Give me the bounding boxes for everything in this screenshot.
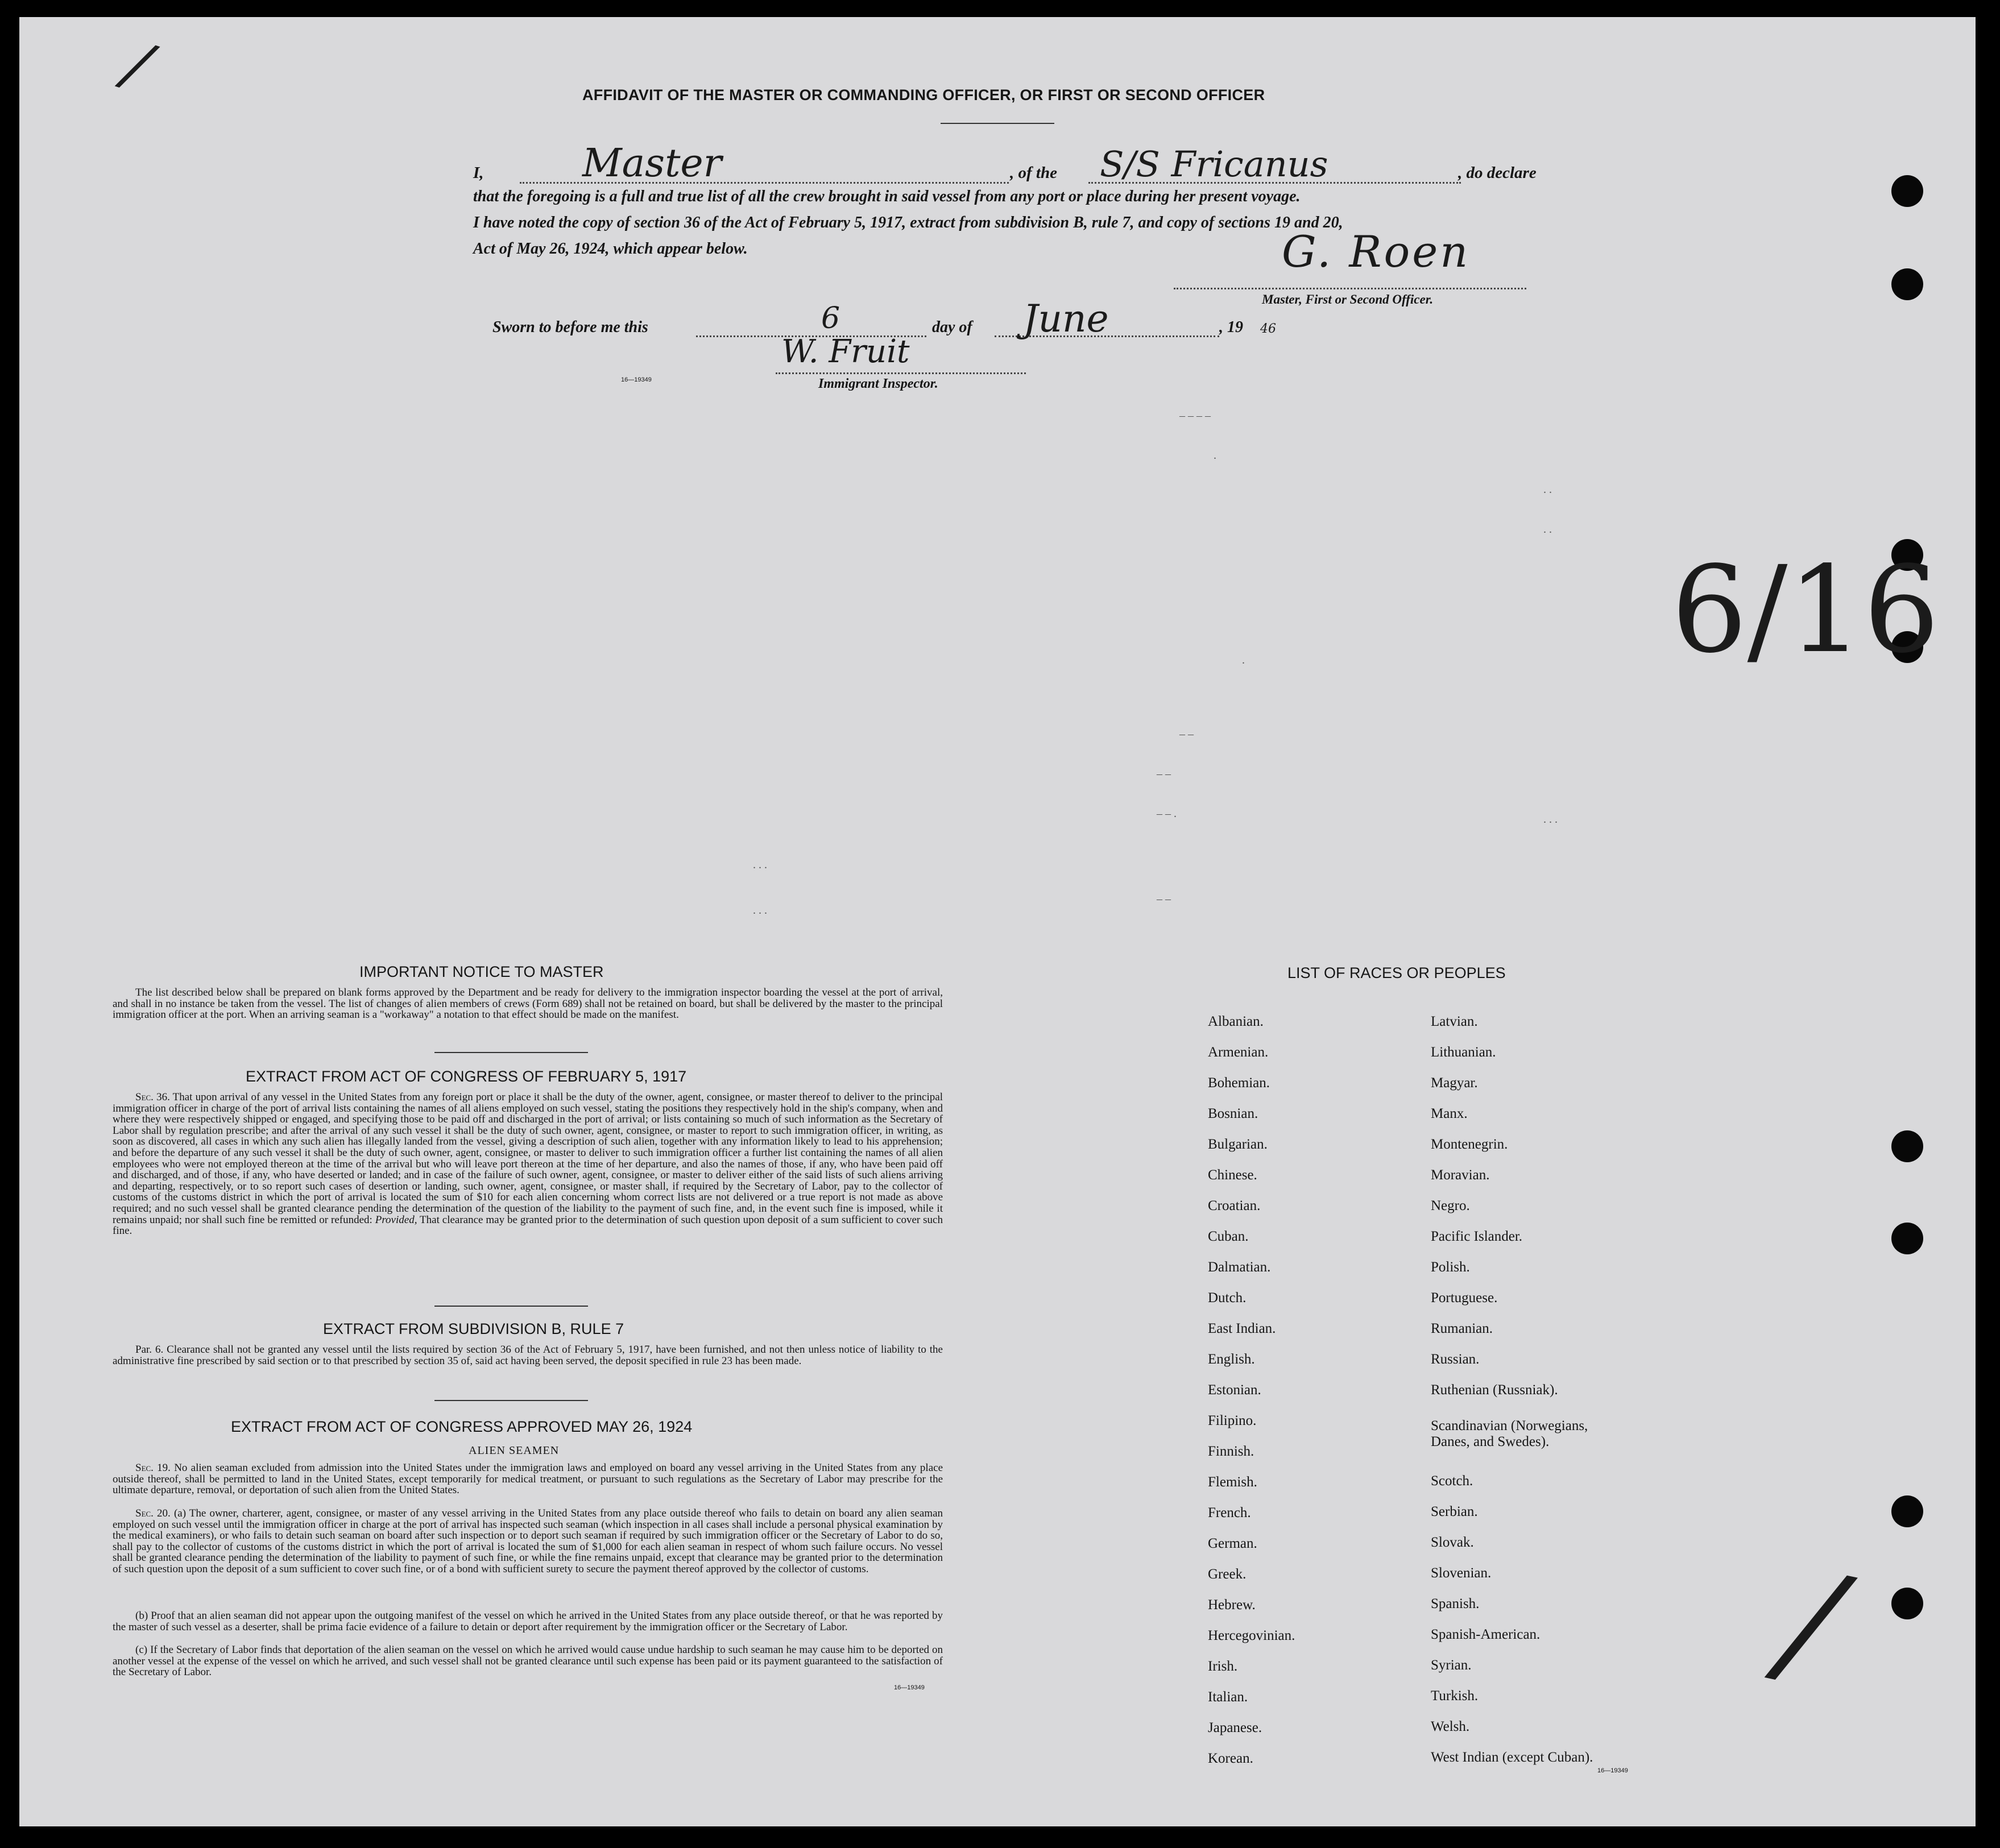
master-signature: G. Roen xyxy=(1282,226,1471,277)
ghost-mark: – – . xyxy=(1157,807,1177,820)
race-item: Hercegovinian. xyxy=(1208,1628,1295,1643)
ghost-mark: . . xyxy=(1543,483,1552,496)
ghost-mark: . . xyxy=(1543,523,1552,536)
race-item: English. xyxy=(1208,1352,1255,1367)
subdivisionB-title: EXTRACT FROM SUBDIVISION B, RULE 7 xyxy=(323,1320,624,1337)
race-item: Syrian. xyxy=(1431,1658,1472,1673)
race-item: Manx. xyxy=(1431,1106,1468,1121)
races-right-list xyxy=(1431,1013,1698,1780)
races-form-number: 16—19349 xyxy=(1597,1767,1628,1774)
date-note: 6/16 xyxy=(1671,540,1940,679)
race-item: Hebrew. xyxy=(1208,1597,1256,1613)
sec36-label: Sec. 36. xyxy=(135,1091,170,1103)
race-item: Lithuanian. xyxy=(1431,1045,1496,1060)
race-item: Scandinavian (Norwegians, Danes, and Swedes). xyxy=(1431,1418,1588,1449)
sec19-text: No alien seaman excluded from admission into the United States under the immigration laws and employed on board any vessel arriving in the United States from any place outside thereof, shall be permitted to land in the United States, except temporarily for medical treatment, or pursuant to such regulations as the Secretary of Labor may prescribe for the ultimate departure, removal, or deportation of such alien from the United States. xyxy=(113,1462,943,1497)
year-suffix: 46 xyxy=(1260,322,1276,336)
race-item: Slovak. xyxy=(1431,1535,1474,1550)
punch-hole xyxy=(1891,1130,1923,1162)
divider xyxy=(434,1306,588,1307)
race-item: Cuban. xyxy=(1208,1229,1249,1244)
punch-hole xyxy=(1891,1588,1923,1619)
race-item: Finnish. xyxy=(1208,1444,1254,1459)
race-item: Dutch. xyxy=(1208,1290,1247,1306)
race-item: Spanish-American. xyxy=(1431,1627,1541,1642)
subdivisionB-body: Par. 6. Clearance shall not be granted any vessel until the lists required by section 36 of the Act of February 5, 1917, have been furnished, and not then unless notice of liability to the administrative fine prescribed by said section or to that prescribed by section 35 of, said act having been served, the deposit specified in rule 23 has been made. xyxy=(113,1344,943,1367)
sworn-prefix: Sworn to before me this xyxy=(492,318,648,336)
signer-caption: Master, First or Second Officer. xyxy=(1262,292,1434,306)
ghost-mark: – – xyxy=(1157,768,1171,780)
divider xyxy=(434,1052,588,1053)
race-item: Rumanian. xyxy=(1431,1321,1493,1336)
race-item: Ruthenian (Russniak). xyxy=(1431,1382,1558,1398)
sworn-day: 6 xyxy=(821,301,840,335)
race-item: Bosnian. xyxy=(1208,1106,1258,1121)
race-item: German. xyxy=(1208,1536,1257,1551)
extract1917-body xyxy=(113,1092,943,1237)
affidavit-body-1: that the foregoing is a full and true list of all the crew brought in said vessel from any port or place during her present voyage. xyxy=(473,188,1301,205)
ghost-mark: . . . xyxy=(753,904,767,917)
ghost-mark: . . . xyxy=(1543,813,1558,826)
proviso-text: That clearance may be granted prior to the determination of such question upon deposit of a sum sufficient to cover such fine. xyxy=(113,1213,943,1237)
race-item: Serbian. xyxy=(1431,1504,1478,1519)
inspector-signature: W. Fruit xyxy=(781,333,910,370)
races-left-list xyxy=(1208,1013,1413,1781)
extract1924-title: EXTRACT FROM ACT OF CONGRESS APPROVED MAY 26, 1924 xyxy=(231,1418,693,1435)
master-name: Master xyxy=(582,141,722,186)
sec19-label: Sec. 19. xyxy=(135,1462,171,1474)
extract-form-number: 16—19349 xyxy=(894,1684,925,1691)
notice-body: The list described below shall be prepared on blank forms approved by the Department and be ready for delivery to the immigration inspector boarding the vessel at the port of arrival, and shall in no instance be taken from the vessel. The list of changes of alien members of crews (Form 689) shall not be retained on board, but shall be delivered by the master to the principal immigration officer at the port. When an arriving seaman is a "workaway" a notation to that effect should be made on the manifest. xyxy=(113,987,943,1021)
race-item: Armenian. xyxy=(1208,1045,1269,1060)
race-item: Estonian. xyxy=(1208,1382,1261,1398)
race-item: Chinese. xyxy=(1208,1167,1257,1183)
of-the-label: , of the xyxy=(1010,164,1057,182)
race-item: Russian. xyxy=(1431,1352,1480,1367)
proviso-word: Provided, xyxy=(375,1213,417,1226)
affidavit-form-number: 16—19349 xyxy=(621,376,652,383)
extract1924-subtitle: ALIEN SEAMEN xyxy=(469,1444,560,1457)
race-item: Albanian. xyxy=(1208,1014,1264,1029)
affidavit-body-3: Act of May 26, 1924, which appear below. xyxy=(473,240,748,258)
sec20a-text: (a) The owner, charterer, agent, consignee, or master of any vessel arriving in the United States from any place outside thereof who fails to detain on board any alien seaman employed on such vessel until the immigration officer in charge at the port of arrival has inspected such seaman (which inspection in all cases shall include a personal physical examination by the medical examiners), or who fails to detain such seaman on board after such inspection or to deport such seaman if required by such immigration officer or the Secretary of Labor to do so, shall pay to the collector of customs of the customs district in which the port of arrival is located the sum of $1,000 for each alien seaman in respect of whom such failure occurs. No vessel shall be granted clearance pending the determination of the liability to payment of such fine, or while the fine remains unpaid, except that clearance may be granted prior to the determination of such question upon the deposit of a sum sufficient to cover such fine, or of a bond with sufficient surety to secure the payment thereof approved by the collector of customs. xyxy=(113,1507,943,1575)
ghost-mark: – – xyxy=(1179,728,1194,740)
race-item: Irish. xyxy=(1208,1659,1238,1674)
race-item: Croatian. xyxy=(1208,1198,1261,1213)
ghost-mark: . . . xyxy=(753,859,767,871)
sworn-month: June xyxy=(1023,297,1109,341)
race-item: Negro. xyxy=(1431,1198,1470,1213)
corner-mark: / xyxy=(117,27,159,103)
ghost-mark: – – xyxy=(1157,893,1171,905)
sec20a-body xyxy=(113,1508,943,1575)
race-item: Spanish. xyxy=(1431,1596,1480,1611)
tally-mark: / xyxy=(1771,1538,1853,1710)
vessel-name: S/S Fricanus xyxy=(1100,143,1328,185)
race-item: Bohemian. xyxy=(1208,1075,1270,1091)
race-item: Welsh. xyxy=(1431,1719,1470,1734)
race-item: French. xyxy=(1208,1505,1251,1520)
affidavit-body-2: I have noted the copy of section 36 of the Act of February 5, 1917, extract from subdivision B, rule 7, and copy of sections 19 and 20, xyxy=(473,214,1343,231)
races-title: LIST OF RACES OR PEOPLES xyxy=(1287,964,1506,981)
punch-hole xyxy=(1891,268,1923,300)
punch-hole xyxy=(1891,1223,1923,1254)
race-item: Greek. xyxy=(1208,1567,1247,1582)
race-item: West Indian (except Cuban). xyxy=(1431,1750,1593,1765)
day-of-label: day of xyxy=(932,318,972,336)
ghost-mark: . xyxy=(1214,449,1216,462)
race-item: Montenegrin. xyxy=(1431,1137,1508,1152)
document-page xyxy=(19,17,1976,1826)
divider xyxy=(434,1400,588,1401)
sec19-body xyxy=(113,1462,943,1496)
sec20b-body: (b) Proof that an alien seaman did not appear upon the outgoing manifest of the vessel on which he arrived in the United States from any place outside thereof, or that he was reported by the master of such vessel as a deserter, shall be prima facie evidence of a failure to detain or deport after requirement by the immigration officer or the Secretary of Labor. xyxy=(113,1610,943,1633)
race-item: Filipino. xyxy=(1208,1413,1257,1428)
extract1917-title: EXTRACT FROM ACT OF CONGRESS OF FEBRUARY 5, 1917 xyxy=(246,1068,687,1085)
race-item: Magyar. xyxy=(1431,1075,1478,1091)
race-item: Flemish. xyxy=(1208,1474,1257,1490)
race-item: Portuguese. xyxy=(1431,1290,1498,1306)
race-item: Italian. xyxy=(1208,1689,1248,1705)
affidavit-title: AFFIDAVIT OF THE MASTER OR COMMANDING OFFICER, OR FIRST OR SECOND OFFICER xyxy=(582,86,1265,103)
inspector-caption: Immigrant Inspector. xyxy=(818,376,938,391)
sec36-text: That upon arrival of any vessel in the United States from any foreign port or place it shall be the duty of the owner, agent, consignee, or master thereof to deliver to the principal immigration officer in charge of the port of arrival lists containing the names of all aliens employed on such vessel, stating the positions they respectively hold in the ship's company, when and where they were respectively shipped or engaged, and specifying those to be paid off and discharged in the port of arrival; or lists containing so much of such information as the Secretary of Labor shall by regulation prescribe; and after the arrival of any such vessel it shall be the duty of such owner, agent, consignee, or master to report to such immigration officer, in writing, as soon as discovered, all cases in which any such alien has illegally landed from the vessel, giving a description of such alien, together with any information likely to lead to his apprehension; and before the departure of any such vessel it shall be the duty of such owner, agent, consignee, or master to deliver to such immigration officer a further list containing the names of all alien employees who were not employed thereon at the time of the arrival but who will leave port thereon at the time of her departure, and also the names of those, if any, who have been paid off and discharged, and of those, if any, who have deserted or landed; and in case of the failure of such owner, agent, consignee, or master to deliver either of the said lists of such aliens arriving and departing, respectively, or to so report such cases of desertion or landing, such owner, agent, consignee, or master shall, if required by the Secretary of Labor, pay to the collector of customs of the customs district in which the port of arrival is located the sum of $10 for each alien concerning whom correct lists are not delivered or a true report is not made as above required; and no such vessel shall be granted clearance pending the determination of the question of the liability to the payment of such fine, and, in the event such fine is imposed, while it remains unpaid; nor shall such fine be remitted or refunded: xyxy=(113,1091,943,1226)
ghost-mark: . xyxy=(1242,654,1245,666)
race-item: Latvian. xyxy=(1431,1014,1478,1029)
sec20-label: Sec. 20. xyxy=(135,1507,171,1519)
race-item: Slovenian. xyxy=(1431,1565,1492,1581)
race-item: Japanese. xyxy=(1208,1720,1262,1735)
race-item: Pacific Islander. xyxy=(1431,1229,1523,1244)
race-item: Scotch. xyxy=(1431,1473,1473,1489)
punch-hole xyxy=(1891,1495,1923,1527)
notice-title: IMPORTANT NOTICE TO MASTER xyxy=(359,963,604,980)
title-divider xyxy=(941,123,1054,124)
ghost-mark: – – – – xyxy=(1179,409,1211,422)
race-item: Dalmatian. xyxy=(1208,1259,1271,1275)
do-declare-label: , do declare xyxy=(1458,164,1537,182)
race-item: Bulgarian. xyxy=(1208,1137,1268,1152)
race-item: Moravian. xyxy=(1431,1167,1490,1183)
race-item: Turkish. xyxy=(1431,1688,1479,1704)
race-item: East Indian. xyxy=(1208,1321,1276,1336)
year-prefix: , 19 xyxy=(1219,318,1243,336)
inspector-line xyxy=(776,372,1026,374)
race-item: Polish. xyxy=(1431,1259,1470,1275)
sec20c-body: (c) If the Secretary of Labor finds that deportation of the alien seaman on the vessel on which he arrived would cause undue hardship to such seaman he may cause him to be deported on another vessel at the expense of the vessel on which he arrived, and such vessel shall not be granted clearance until such expense has been paid or its payment guaranteed to the satisfaction of the Secretary of Labor. xyxy=(113,1644,943,1679)
affidavit-line-1 xyxy=(19,141,1976,187)
signature-line xyxy=(1174,288,1526,289)
pronoun: I, xyxy=(473,164,484,182)
race-item: Korean. xyxy=(1208,1751,1253,1766)
